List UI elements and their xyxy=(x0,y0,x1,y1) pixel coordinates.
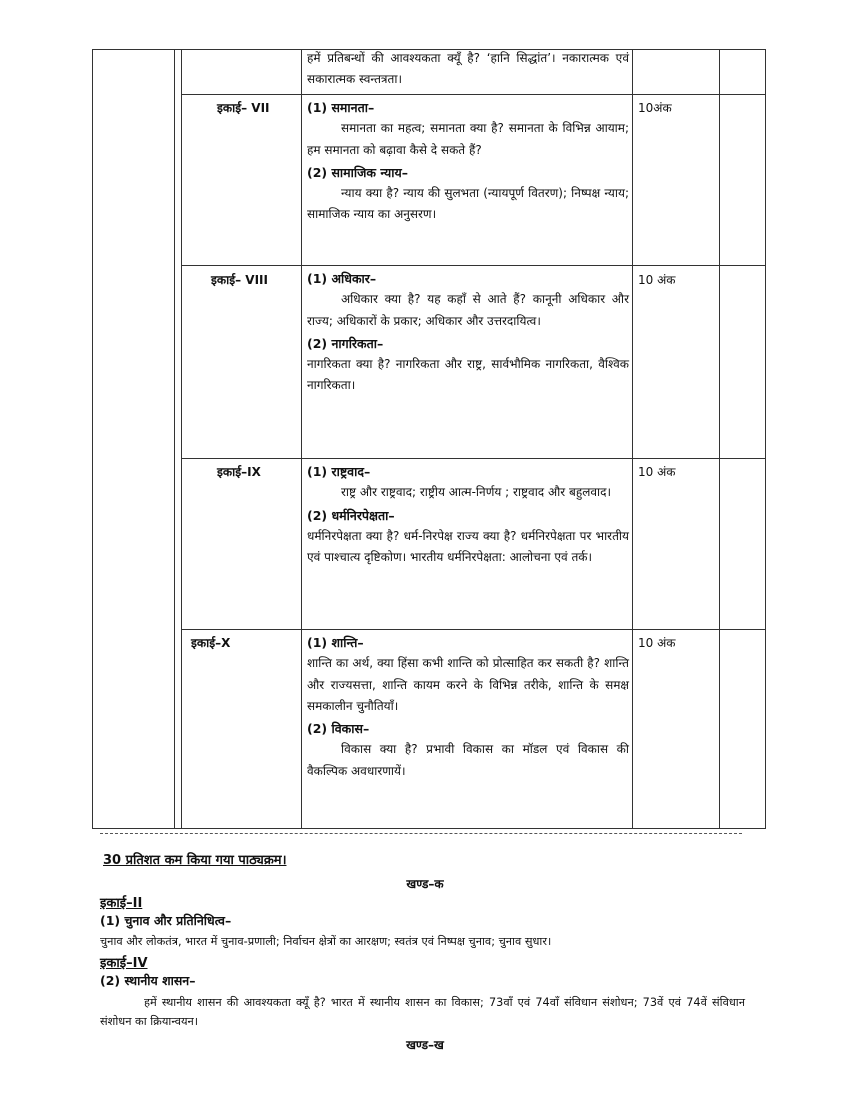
unit-4-text: हमें स्थानीय शासन की आवश्यकता क्यूँ है? भारत में स्थानीय शासन का विकास; 73वाँ एवं 74वाँ संविधान संशोधन; 73वें एवं 74वें संविधान संशोधन का क्रियान्वयन। xyxy=(100,996,745,1028)
topic-heading: (1) समानता– xyxy=(307,100,375,115)
marks-cell: 10 अंक xyxy=(638,636,676,650)
topic-heading: (2) विकास– xyxy=(307,721,370,737)
topic-text: शान्ति का अर्थ, क्या हिंसा कभी शान्ति को प्रोत्साहित कर सकती है? शान्ति और राज्यसत्ता, शान्ति कायम करने के विभिन्न तरीके, शान्ति के समक्ष समकालीन चुनौतियाँ। xyxy=(307,656,629,713)
table-divider xyxy=(719,50,720,828)
table-divider xyxy=(632,50,633,828)
unit-2-topic: (1) चुनाव और प्रतिनिधित्व– xyxy=(100,913,232,928)
unit-content xyxy=(307,96,629,226)
unit-content xyxy=(307,631,629,782)
topic-text: विकास क्या है? प्रभावी विकास का मॉडल एवं विकास की वैकल्पिक अवधारणायें। xyxy=(307,742,629,778)
unit-label: इकाई–X xyxy=(191,636,231,650)
topic-heading: (1) राष्ट्रवाद– xyxy=(307,464,371,479)
marks-cell: 10अंक xyxy=(638,101,672,115)
marks-cell: 10 अंक xyxy=(638,465,676,479)
unit-label: इकाई– VIII xyxy=(211,273,268,287)
row-divider xyxy=(181,94,765,95)
continuation-cell xyxy=(307,48,629,91)
continuation-text: हमें प्रतिबन्धों की आवश्यकता क्यूँ है? ‘हानि सिद्धांत’। नकारात्मक एवं सकारात्मक स्वन्तत्रता। xyxy=(307,51,629,87)
topic-text: न्याय क्या है? न्याय की सुलभता (न्यायपूर्ण वितरण); निष्पक्ष न्याय; सामाजिक न्याय का अनुसरण। xyxy=(307,186,629,222)
unit-label: इकाई–IX xyxy=(217,465,261,479)
topic-heading: (1) अधिकार– xyxy=(307,271,377,286)
unit-content xyxy=(307,267,629,397)
unit-content xyxy=(307,460,629,568)
table-divider xyxy=(301,50,302,828)
topic-text: अधिकार क्या है? यह कहाँ से आते हैं? कानूनी अधिकार और राज्य; अधिकारों के प्रकार; अधिकार और उत्तरदायित्व। xyxy=(307,292,629,328)
topic-heading: (2) सामाजिक न्याय– xyxy=(307,164,409,180)
unit-4-topic: (2) स्थानीय शासन– xyxy=(100,973,196,988)
row-divider xyxy=(181,458,765,459)
marks-cell: 10 अंक xyxy=(638,273,676,287)
unit-label: इकाई– VII xyxy=(217,101,270,115)
dashed-separator xyxy=(100,833,742,834)
unit-2-text: चुनाव और लोकतंत्र, भारत में चुनाव-प्रणाली; निर्वाचन क्षेत्रों का आरक्षण; स्वतंत्र एवं निष्पक्ष चुनाव; चुनाव सुधार। xyxy=(100,935,552,948)
row-divider xyxy=(181,265,765,266)
unit-2-heading: इकाई–II xyxy=(100,896,143,911)
topic-text: धर्मनिरपेक्षता क्या है? धर्म-निरपेक्ष राज्य क्या है? धर्मनिरपेक्षता पर भारतीय एवं पाश्चात्य दृष्टिकोण। भारतीय धर्मनिरपेक्षता: आलोचना एवं तर्क। xyxy=(307,528,629,565)
topic-heading: (2) नागरिकता– xyxy=(307,335,384,351)
table-divider xyxy=(181,50,182,828)
table-divider xyxy=(174,50,175,828)
syllabus-table xyxy=(92,49,766,829)
unit-4-heading: इकाई–IV xyxy=(100,956,148,971)
section-b-heading: खण्ड–ख xyxy=(406,1038,444,1052)
row-divider xyxy=(181,629,765,630)
topic-heading: (2) धर्मनिरपेक्षता– xyxy=(307,507,395,523)
section-a-heading: खण्ड–क xyxy=(406,877,444,891)
topic-text: समानता का महत्व; समानता क्या है? समानता के विभिन्न आयाम; हम समानता को बढ़ावा कैसे दे सकते हैं? xyxy=(307,121,629,157)
reduced-syllabus-title: 30 प्रतिशत कम किया गया पाठ्यक्रम। xyxy=(103,853,287,868)
topic-heading: (1) शान्ति– xyxy=(307,635,364,650)
topic-text: नागरिकता क्या है? नागरिकता और राष्ट्र, सार्वभौमिक नागरिकता, वैश्विक नागरिकता। xyxy=(307,357,629,393)
topic-text: राष्ट्र और राष्ट्रवाद; राष्ट्रीय आत्म-निर्णय ; राष्ट्रवाद और बहुलवाद। xyxy=(341,485,612,500)
